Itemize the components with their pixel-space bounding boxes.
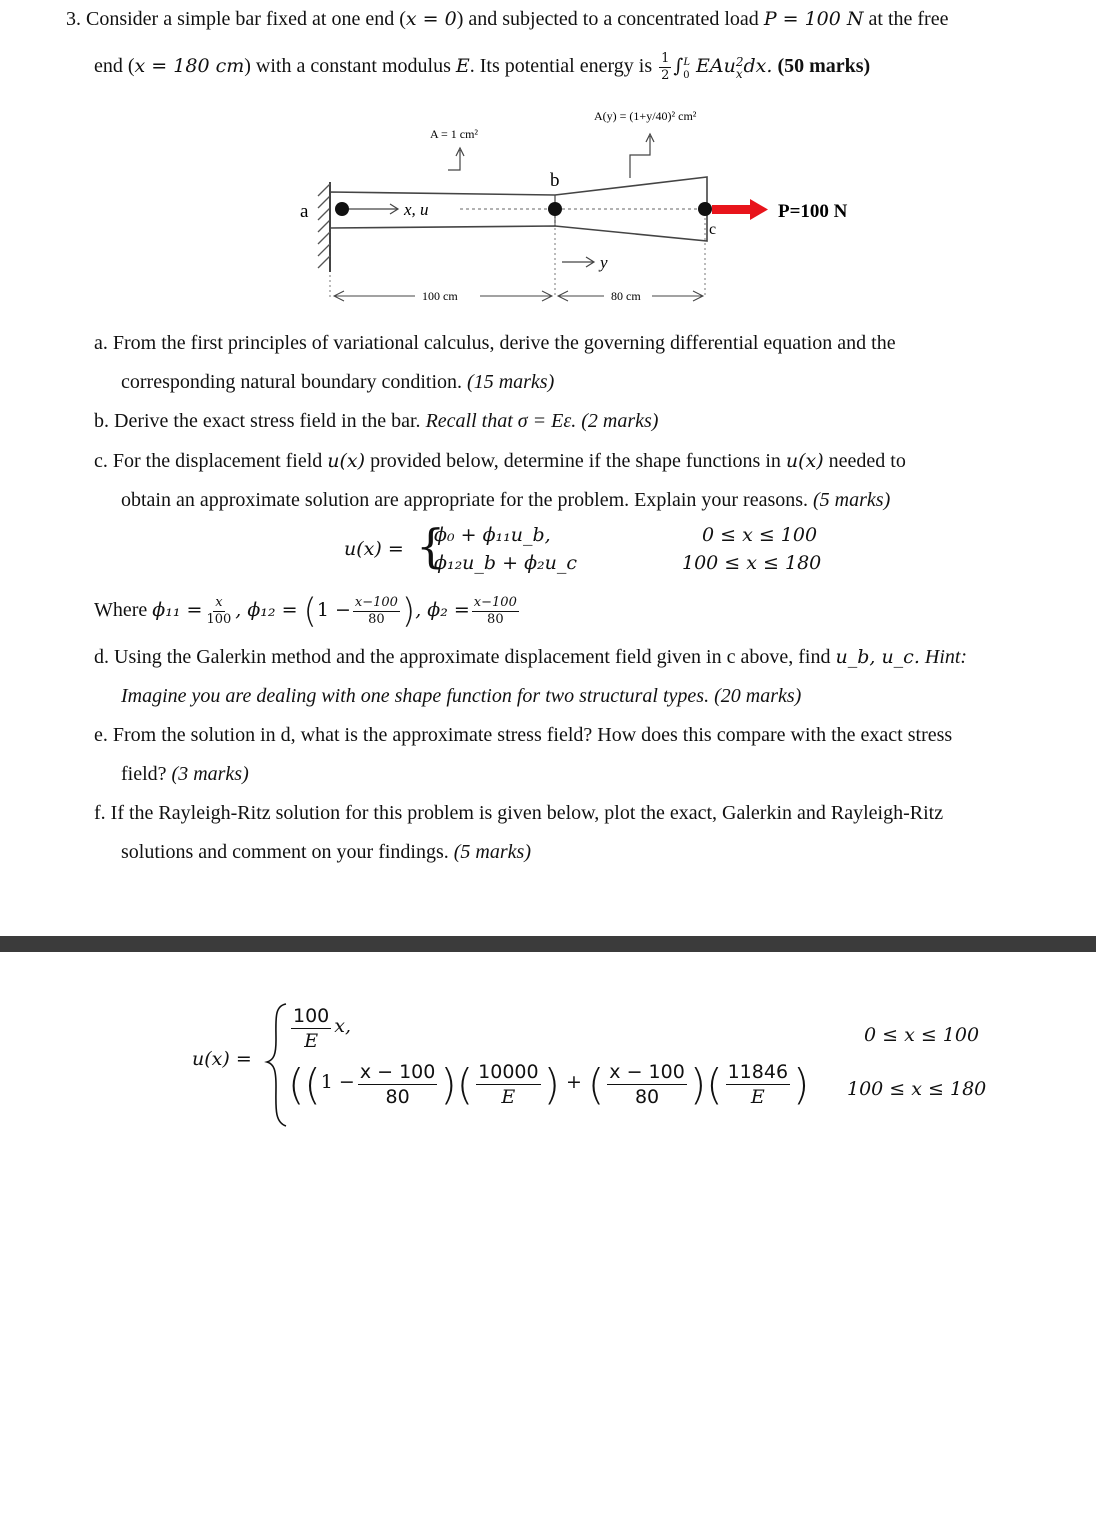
question-text-1c: at the free bbox=[863, 8, 949, 30]
rr-frac-3: $\frac{x - 100}{80}$ bbox=[609, 1061, 685, 1108]
question-text-1b: ) and subjected to a concentrated load bbox=[456, 8, 764, 30]
part-c-label: c. bbox=[94, 450, 108, 472]
part-d-vars: u_b, u_c. bbox=[835, 646, 920, 668]
energy-dx: dx. bbox=[743, 55, 773, 78]
part-c-text-1a: For the displacement field bbox=[112, 450, 328, 472]
part-f-line-2 bbox=[121, 839, 531, 865]
phi11-frac: $\frac{x}{100}$ bbox=[206, 594, 232, 627]
part-e-line-2 bbox=[121, 761, 249, 787]
approx-eq-brace: { bbox=[416, 519, 446, 573]
question-text-2c: . Its potential energy is bbox=[469, 55, 658, 78]
question-text-2a: end ( bbox=[94, 55, 135, 78]
question-number: 3. bbox=[66, 8, 81, 30]
load-arrow-shaft bbox=[712, 205, 752, 214]
rr-plus: + bbox=[565, 1071, 582, 1094]
phi12-frac: $\frac{x-100}{80}$ bbox=[354, 594, 398, 627]
rr-case-1 bbox=[288, 1004, 351, 1053]
question-line-1 bbox=[66, 6, 948, 32]
part-d-label: d. bbox=[94, 646, 109, 668]
part-e-label: e. bbox=[94, 724, 108, 746]
part-c-marks: (5 marks) bbox=[813, 489, 891, 511]
shape-functions-line: Where ϕ₁₁ = $\frac{x}{100}$ , ϕ₁₂ = (1 − $\frac{x-100}{80}$ ), ϕ₂ = $\frac{x-100}{80}$ bbox=[94, 591, 517, 632]
energy-limits: L 0 bbox=[683, 53, 690, 81]
question-line-2 bbox=[94, 51, 870, 84]
rr-case-1-x: x, bbox=[334, 1015, 352, 1038]
question-modulus: E bbox=[455, 55, 470, 78]
part-a-line-1 bbox=[94, 330, 896, 356]
label-load: P=100 N bbox=[778, 201, 848, 222]
rr-case-2: ((1 − $\frac{x - 100}{80}$ )( $\frac{10000}{E}$ ) + ( $\frac{x - 100}{80}$ )( $\frac{11846}{E}$ ) bbox=[288, 1060, 810, 1109]
part-d-line-2 bbox=[121, 683, 801, 709]
rr-lhs: u(x) = bbox=[192, 1048, 252, 1070]
part-d-line-1 bbox=[94, 644, 967, 670]
part-b-line bbox=[94, 408, 658, 434]
part-c-ux-2: u(x) bbox=[785, 450, 824, 472]
label-a: a bbox=[300, 201, 309, 222]
part-e-text-2: field? bbox=[121, 763, 172, 785]
phi11-label: ϕ₁₁ = bbox=[152, 599, 203, 621]
part-a-label: a. bbox=[94, 332, 108, 354]
approx-eq-range-1: 0 ≤ x ≤ 100 bbox=[702, 524, 818, 546]
part-a-line-2 bbox=[121, 369, 554, 395]
approx-eq-case-2: ϕ₁₂u_b + ϕ₂u_c bbox=[434, 552, 578, 574]
where-text: Where bbox=[94, 599, 153, 621]
part-a-text-1: From the first principles of variational calculus, derive the governing differential equation and the bbox=[112, 332, 896, 354]
approx-eq-lhs: u(x) = bbox=[344, 538, 404, 560]
part-a-marks: (15 marks) bbox=[467, 371, 555, 393]
part-c-ux: u(x) bbox=[327, 450, 366, 472]
load-arrow-head bbox=[750, 199, 768, 220]
part-f-line-1 bbox=[94, 800, 943, 826]
rr-frac-4: $\frac{11846}{E}$ bbox=[727, 1061, 789, 1108]
rayleigh-ritz-solution bbox=[192, 1000, 1012, 1130]
rr-frac-1: $\frac{x - 100}{80}$ bbox=[359, 1061, 436, 1108]
energy-half: $\frac{1}{2}$ bbox=[661, 51, 670, 83]
part-d-text-1a: Using the Galerkin method and the approximate displacement field given in c above, find bbox=[114, 646, 836, 668]
part-d-text-2: Imagine you are dealing with one shape function for two structural types. (20 marks) bbox=[121, 685, 802, 707]
part-b-recall: Recall that σ = Eε. (2 marks) bbox=[425, 410, 659, 432]
part-f-marks: (5 marks) bbox=[453, 841, 531, 863]
part-c-line-2 bbox=[121, 487, 890, 513]
fixed-support-wall bbox=[318, 182, 330, 272]
part-d-hint: Hint: bbox=[919, 646, 968, 668]
part-f-text-2: solutions and comment on your findings. bbox=[121, 841, 454, 863]
label-area-1: A = 1 cm² bbox=[430, 127, 479, 141]
part-c-line-1 bbox=[94, 448, 906, 474]
phi2-frac: $\frac{x-100}{80}$ bbox=[473, 594, 517, 627]
part-c-text-1c: needed to bbox=[823, 450, 906, 472]
label-area-y: A(y) = (1+y/40)² cm² bbox=[594, 109, 697, 123]
question-load: P = 100 N bbox=[763, 8, 864, 30]
phi12-inner: 1 − bbox=[316, 599, 351, 621]
part-a-text-2: corresponding natural boundary condition. bbox=[121, 371, 468, 393]
approx-eq-case-1: ϕ₀ + ϕ₁₁u_b, bbox=[434, 524, 551, 546]
label-c: c bbox=[709, 221, 717, 238]
bar-figure bbox=[300, 100, 880, 315]
rr-case-1-frac: $\frac{100}{E}$ bbox=[293, 1005, 330, 1052]
rr-case-2-one: 1 − bbox=[320, 1071, 355, 1094]
rr-range-1: 0 ≤ x ≤ 100 bbox=[864, 1024, 980, 1046]
part-f-text-1: If the Rayleigh-Ritz solution for this problem is given below, plot the exact, Galerkin and Rayleigh-Ritz bbox=[110, 802, 944, 824]
part-c-text-2: obtain an approximate solution are appropriate for the problem. Explain your reasons. bbox=[121, 489, 814, 511]
rr-brace bbox=[264, 1000, 290, 1130]
rr-range-2: 100 ≤ x ≤ 180 bbox=[847, 1078, 987, 1100]
section-divider bbox=[0, 936, 1096, 952]
energy-expr: EAu bbox=[690, 55, 736, 78]
approx-equation bbox=[344, 519, 844, 578]
question-marks: (50 marks) bbox=[777, 55, 871, 78]
label-b: b bbox=[550, 170, 560, 191]
rr-frac-2: $\frac{10000}{E}$ bbox=[478, 1061, 539, 1108]
node-c bbox=[698, 202, 712, 216]
label-xu: x, u bbox=[404, 200, 429, 219]
energy-integral: ∫ bbox=[673, 55, 684, 78]
part-f-label: f. bbox=[94, 802, 106, 824]
part-c-text-1b: provided below, determine if the shape functions in bbox=[365, 450, 786, 472]
part-b-text: Derive the exact stress field in the bar. bbox=[114, 410, 426, 432]
question-x0: x = 0 bbox=[405, 8, 457, 30]
part-e-text-1: From the solution in d, what is the approximate stress field? How does this compare with the exact stress bbox=[112, 724, 953, 746]
area2-pointer bbox=[630, 136, 650, 178]
energy-scripts: 2 x bbox=[735, 54, 744, 81]
approx-eq-range-2: 100 ≤ x ≤ 180 bbox=[682, 552, 822, 574]
part-e-marks: (3 marks) bbox=[171, 763, 249, 785]
dim-label-80: 80 cm bbox=[611, 289, 641, 303]
question-x180: x = 180 cm bbox=[134, 55, 245, 78]
question-text-2b: ) with a constant modulus bbox=[244, 55, 456, 78]
node-a bbox=[335, 202, 349, 216]
question-text-1a: Consider a simple bar fixed at one end ( bbox=[86, 8, 406, 30]
label-y: y bbox=[600, 253, 608, 272]
part-e-line-1 bbox=[94, 722, 952, 748]
dim-label-100: 100 cm bbox=[422, 289, 458, 303]
node-b bbox=[548, 202, 562, 216]
phi12-label: , ϕ₁₂ = bbox=[235, 599, 304, 621]
area1-pointer bbox=[448, 150, 460, 170]
phi2-label: , ϕ₂ = bbox=[415, 599, 470, 621]
part-b-label: b. bbox=[94, 410, 109, 432]
